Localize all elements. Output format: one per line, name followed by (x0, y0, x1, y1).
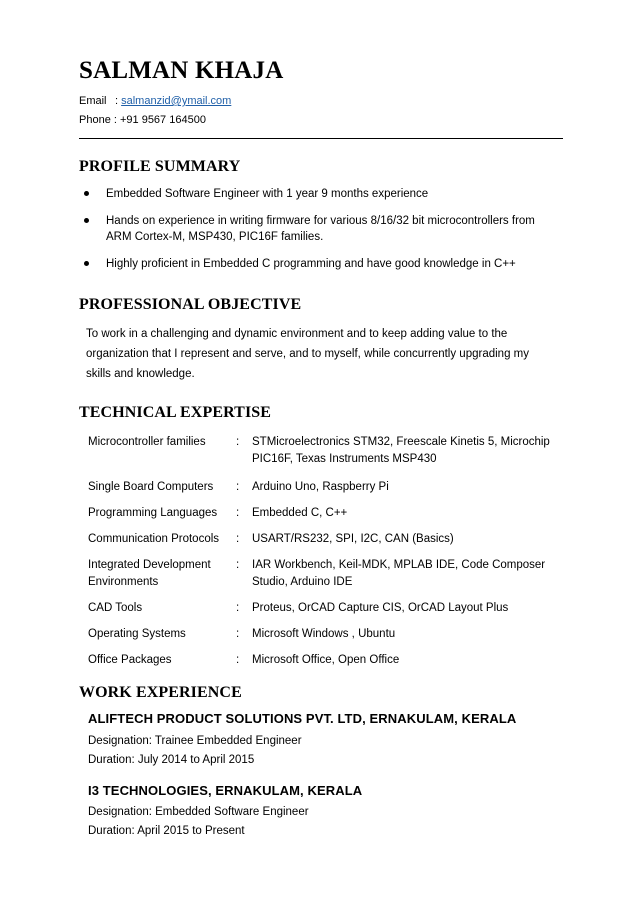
job-company: ALIFTECH PRODUCT SOLUTIONS PVT. LTD, ERNAKULAM, KERALA (88, 711, 517, 726)
table-key: Operating Systems (88, 628, 186, 640)
list-item-text: Highly proficient in Embedded C programming and have good knowledge in C++ (106, 258, 516, 270)
table-key: Microcontroller families (88, 436, 206, 448)
list-item-text: Hands on experience in writing firmware for various 8/16/32 bit microcontrollers from ARM Cortex-M, MSP430, PIC16F families. (106, 215, 535, 243)
table-value: USART/RS232, SPI, I2C, CAN (Basics) (252, 533, 454, 545)
table-key: Integrated Development Environments (88, 559, 211, 588)
bullet-icon (84, 261, 89, 266)
table-separator: : (236, 436, 240, 448)
list-item (84, 256, 554, 272)
table-key: Single Board Computers (88, 481, 214, 493)
table-row (88, 626, 558, 643)
table-separator: : (236, 628, 240, 640)
candidate-name: SALMAN KHAJA (79, 57, 284, 84)
table-row (88, 505, 558, 522)
table-separator: : (236, 602, 240, 614)
table-value: Microsoft Office, Open Office (252, 654, 400, 666)
list-item-text: Embedded Software Engineer with 1 year 9 months experience (106, 188, 429, 200)
phone-label: Phone : (79, 114, 117, 126)
table-separator: : (236, 481, 240, 493)
section-title-work-experience: WORK EXPERIENCE (79, 684, 242, 701)
job-designation: Designation: Embedded Software Engineer (88, 806, 309, 818)
table-value: Arduino Uno, Raspberry Pi (252, 481, 389, 493)
table-row (88, 600, 558, 617)
table-value: Microsoft Windows , Ubuntu (252, 628, 396, 640)
job-designation: Designation: Trainee Embedded Engineer (88, 735, 302, 747)
email-link[interactable]: salmanzid@ymail.com (121, 95, 232, 107)
email-row (79, 95, 231, 107)
list-item (84, 186, 554, 202)
bullet-icon (84, 218, 89, 223)
table-value: Embedded C, C++ (252, 507, 348, 519)
bullet-icon (84, 191, 89, 196)
section-title-professional-objective: PROFESSIONAL OBJECTIVE (79, 296, 302, 313)
email-label: Email (79, 95, 107, 107)
table-key: Office Packages (88, 654, 172, 666)
table-value: IAR Workbench, Keil-MDK, MPLAB IDE, Code Composer Studio, Arduino IDE (252, 559, 546, 588)
objective-text: To work in a challenging and dynamic environment and to keep adding value to the organization that I represent and serve, and to myself, while concurrently upgrading my skills and knowledge. (86, 328, 529, 380)
section-title-profile-summary: PROFILE SUMMARY (79, 158, 241, 175)
list-item (84, 213, 554, 245)
email-separator: : (115, 95, 119, 107)
technical-expertise-table (88, 434, 558, 669)
profile-summary-list (84, 186, 554, 272)
table-separator: : (236, 533, 240, 545)
table-row (88, 434, 558, 468)
table-separator: : (236, 654, 240, 666)
table-separator: : (236, 559, 240, 571)
phone-row (79, 114, 206, 126)
table-row (88, 479, 558, 496)
job-duration: Duration: July 2014 to April 2015 (88, 754, 255, 766)
table-value: STMicroelectronics STM32, Freescale Kinetis 5, Microchip PIC16F, Texas Instruments MSP430 (252, 436, 550, 465)
table-key: CAD Tools (88, 602, 143, 614)
table-row (88, 652, 558, 669)
section-title-technical-expertise: TECHNICAL EXPERTISE (79, 404, 272, 421)
phone-value: +91 9567 164500 (119, 114, 206, 126)
table-row (88, 531, 558, 548)
table-value: Proteus, OrCAD Capture CIS, OrCAD Layout Plus (252, 602, 509, 614)
table-separator: : (236, 507, 240, 519)
table-row (88, 557, 558, 591)
job-duration: Duration: April 2015 to Present (88, 825, 245, 837)
table-key: Programming Languages (88, 507, 218, 519)
job-company: I3 TECHNOLOGIES, ERNAKULAM, KERALA (88, 783, 363, 798)
header-divider (79, 138, 563, 139)
table-key: Communication Protocols (88, 533, 220, 545)
